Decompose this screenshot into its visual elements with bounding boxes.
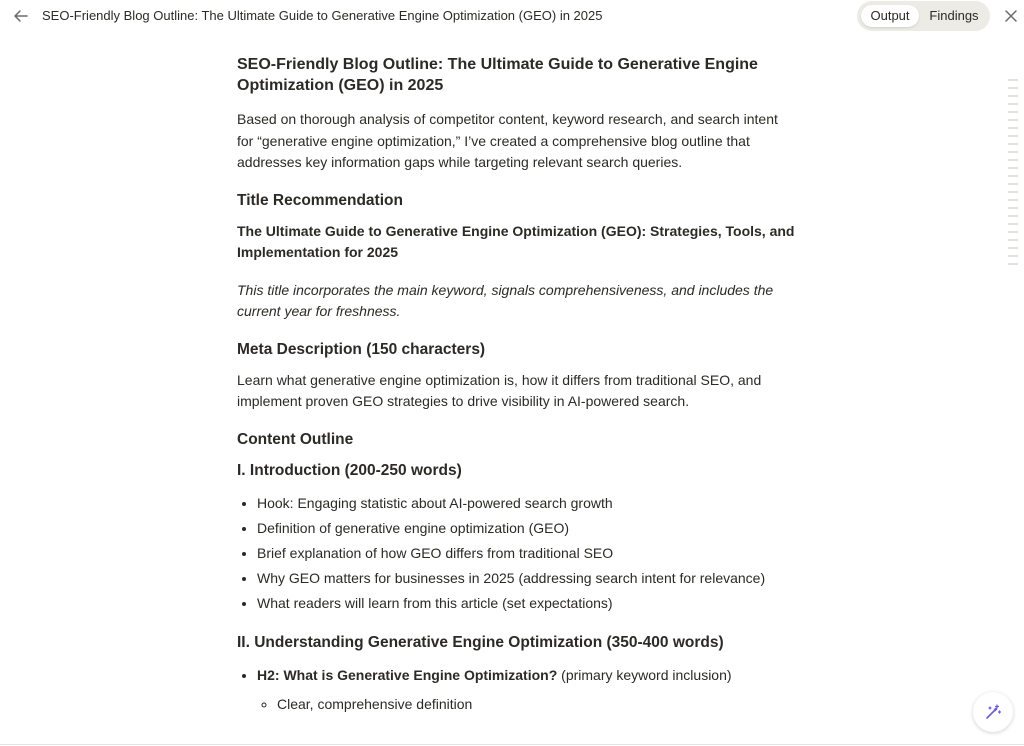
minimap-tick <box>1008 263 1018 265</box>
back-arrow-icon[interactable] <box>12 7 30 25</box>
list-item: ◦ Clear, comprehensive definition <box>277 692 797 716</box>
minimap-tick <box>1008 175 1018 177</box>
view-toggle <box>857 1 990 31</box>
section-2-heading: II. Understanding Generative Engine Optimization (350-400 words) <box>237 633 724 651</box>
minimap-tick <box>1008 199 1018 201</box>
minimap-tick <box>1008 239 1018 241</box>
scroll-minimap[interactable] <box>1008 79 1018 271</box>
minimap-tick <box>1008 191 1018 193</box>
minimap-tick <box>1008 183 1018 185</box>
tab-findings[interactable]: Findings <box>929 8 979 23</box>
list-item-rest: (primary keyword inclusion) <box>557 666 732 683</box>
intro-paragraph: Based on thorough analysis of competitor content, keyword research, and search intent for “generative engine optimization,” I’ve created a comprehensive blog outline that addresses key information gaps while targeting relevant search queries. <box>237 111 778 170</box>
minimap-tick <box>1008 151 1018 153</box>
close-icon[interactable] <box>1002 7 1020 25</box>
list-item: • Definition of generative engine optimization (GEO) <box>257 516 797 541</box>
section-1-heading: I. Introduction (200-250 words) <box>237 461 462 479</box>
minimap-tick <box>1008 119 1018 121</box>
tab-output[interactable]: Output <box>861 5 919 27</box>
title-recommendation-heading: Title Recommendation <box>237 191 403 209</box>
top-bar <box>0 0 1024 32</box>
meta-description-heading: Meta Description (150 characters) <box>237 340 486 358</box>
divider <box>0 744 1024 745</box>
minimap-tick <box>1008 247 1018 249</box>
content-outline-heading: Content Outline <box>237 430 354 448</box>
nested-list <box>257 692 797 716</box>
list-item: • Brief explanation of how GEO differs from traditional SEO <box>257 541 797 566</box>
minimap-tick <box>1008 231 1018 233</box>
list-item-bold: H2: What is Generative Engine Optimization? <box>257 666 558 683</box>
document-title: SEO-Friendly Blog Outline: The Ultimate Guide to Generative Engine Optimization (GEO) in 2025 <box>42 8 603 23</box>
list-item: • What readers will learn from this article (set expectations) <box>257 591 797 616</box>
minimap-tick <box>1008 255 1018 257</box>
meta-description-text: Learn what generative engine optimization is, how it differs from traditional SEO, and implement proven GEO strategies to drive visibility in AI-powered search. <box>237 371 762 409</box>
title-note: This title incorporates the main keyword, signals comprehensiveness, and includes the current year for freshness. <box>237 281 774 319</box>
minimap-tick <box>1008 223 1018 225</box>
section-2-list <box>237 663 797 716</box>
minimap-tick <box>1008 95 1018 97</box>
page-title: SEO-Friendly Blog Outline: The Ultimate Guide to Generative Engine Optimization (GEO) in 2025 <box>237 56 758 94</box>
document-body <box>237 54 797 732</box>
section-1-list <box>237 491 797 616</box>
list-item: • Hook: Engaging statistic about AI-powered search growth <box>257 491 797 516</box>
edit-assistant-button[interactable] <box>973 692 1013 732</box>
minimap-tick <box>1008 127 1018 129</box>
minimap-tick <box>1008 103 1018 105</box>
recommended-title: The Ultimate Guide to Generative Engine Optimization (GEO): Strategies, Tools, and Implementation for 2025 <box>237 222 795 260</box>
magic-wand-icon <box>984 703 1002 721</box>
minimap-tick <box>1008 79 1018 81</box>
minimap-tick <box>1008 87 1018 89</box>
minimap-tick <box>1008 143 1018 145</box>
minimap-tick <box>1008 111 1018 113</box>
list-item: • Why GEO matters for businesses in 2025 (addressing search intent for relevance) <box>257 566 797 591</box>
minimap-tick <box>1008 167 1018 169</box>
minimap-tick <box>1008 207 1018 209</box>
minimap-tick <box>1008 215 1018 217</box>
minimap-tick <box>1008 135 1018 137</box>
minimap-tick <box>1008 159 1018 161</box>
list-item <box>257 663 797 716</box>
